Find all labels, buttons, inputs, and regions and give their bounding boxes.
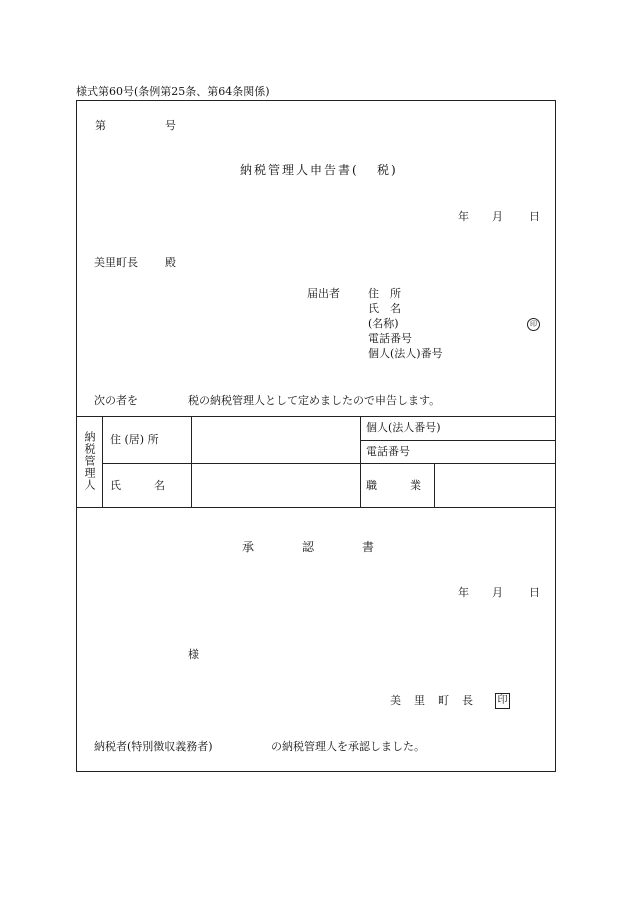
- applicant-id-label: 個人(法人)番号: [368, 347, 443, 360]
- approval-date-month: 月: [492, 586, 503, 599]
- table-col-rule-3: [360, 416, 361, 507]
- table-row-rule: [102, 463, 556, 464]
- declaration-title: 納税管理人申告書(: [240, 163, 359, 177]
- approval-seal-icon: 印: [495, 693, 510, 709]
- approval-statement-suffix: の納税管理人を承認しました。: [271, 740, 425, 753]
- statement-prefix: 次の者を: [94, 394, 138, 407]
- applicant-corp-name-label: (名称): [368, 317, 399, 330]
- approval-title: 承 認 書: [242, 540, 375, 554]
- declaration-date-month: 月: [492, 210, 503, 223]
- declaration-date-day: 日: [529, 210, 540, 223]
- form-number: 様式第60号(条例第25条、第64条関係): [76, 85, 270, 98]
- applicant-seal-icon: 印: [527, 318, 540, 331]
- declaration-addressee: 美里町長: [94, 256, 138, 269]
- document-number-suffix: 号: [165, 119, 176, 132]
- approval-addressee-suffix: 様: [188, 648, 199, 661]
- table-mid-rule-right: [360, 440, 556, 441]
- approval-statement-prefix: 納税者(特別徴収義務者): [94, 740, 213, 753]
- table-col-rule-1: [102, 416, 103, 507]
- applicant-label: 届出者: [307, 287, 340, 300]
- manager-phone-label: 電話番号: [366, 445, 410, 458]
- applicant-phone-label: 電話番号: [368, 332, 412, 345]
- applicant-name-label: 氏 名: [368, 302, 401, 315]
- statement-suffix: 税の納税管理人として定めましたので申告します。: [188, 394, 441, 407]
- applicant-address-label: 住 所: [368, 287, 401, 300]
- table-top-rule: [76, 416, 556, 417]
- table-col-rule-4: [434, 463, 435, 507]
- declaration-date-year: 年: [458, 210, 469, 223]
- approval-date-year: 年: [458, 586, 469, 599]
- manager-name-label: 氏 名: [110, 479, 165, 492]
- manager-occupation-label: 職 業: [366, 479, 421, 492]
- document-number-prefix: 第: [95, 119, 106, 132]
- approval-date-day: 日: [529, 586, 540, 599]
- manager-id-label: 個人(法人番号): [366, 421, 441, 434]
- approval-issuer: 美 里 町 長: [390, 694, 474, 707]
- declaration-title-tax: 税): [377, 163, 398, 177]
- table-bottom-rule: [76, 507, 556, 508]
- manager-address-label: 住 (居) 所: [110, 433, 159, 446]
- table-col-rule-2: [191, 416, 192, 507]
- manager-section-label: 納税管理人: [83, 431, 96, 491]
- declaration-honorific: 殿: [165, 256, 176, 269]
